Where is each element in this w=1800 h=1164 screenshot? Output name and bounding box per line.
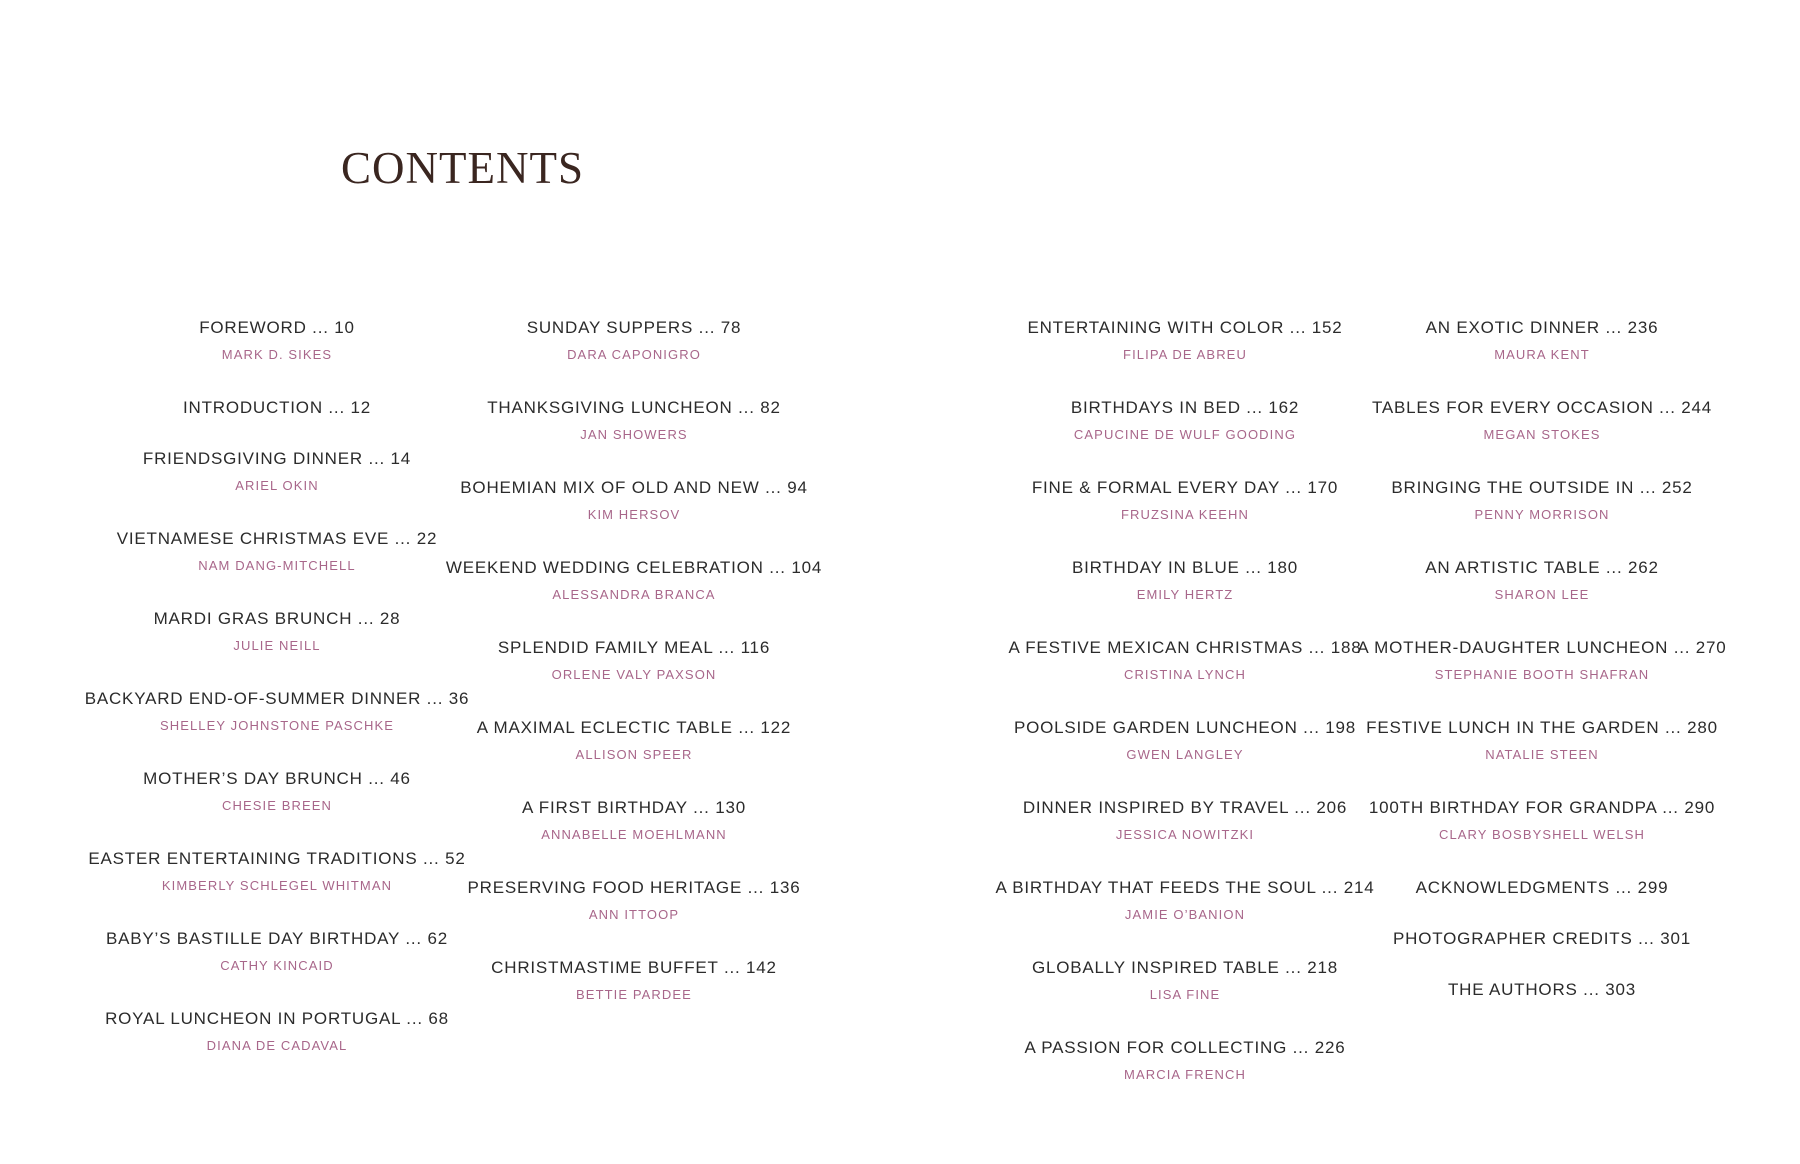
entry-author: SHARON LEE — [1494, 587, 1590, 602]
toc-entry — [1332, 718, 1752, 763]
entry-title: ACKNOWLEDGMENTS ... 299 — [1415, 878, 1669, 897]
entry-author: NAM DANG-MITCHELL — [198, 558, 356, 573]
toc-entry — [1332, 798, 1752, 843]
entry-author: MARCIA FRENCH — [1124, 1067, 1246, 1082]
entry-author: ALESSANDRA BRANCA — [552, 587, 716, 602]
entry-author: JAMIE O’BANION — [1124, 907, 1246, 922]
entry-title: 100TH BIRTHDAY FOR GRANDPA ... 290 — [1368, 798, 1716, 817]
entry-author: ORLENE VALY PAXSON — [551, 667, 717, 682]
entry-title: VIETNAMESE CHRISTMAS EVE ... 22 — [116, 529, 438, 548]
entry-title: THANKSGIVING LUNCHEON ... 82 — [487, 398, 781, 417]
entry-author: EMILY HERTZ — [1136, 587, 1234, 602]
entry-title: ROYAL LUNCHEON IN PORTUGAL ... 68 — [105, 1009, 449, 1028]
toc-entry — [424, 558, 844, 603]
entry-title: FRIENDSGIVING DINNER ... 14 — [142, 449, 412, 468]
entry-author: LISA FINE — [1149, 987, 1221, 1002]
toc-entry — [424, 398, 844, 443]
entry-title: EASTER ENTERTAINING TRADITIONS ... 52 — [88, 849, 466, 868]
entry-author: CATHY KINCAID — [220, 958, 334, 973]
entry-title: TABLES FOR EVERY OCCASION ... 244 — [1371, 398, 1713, 417]
entry-title: CHRISTMASTIME BUFFET ... 142 — [491, 958, 777, 977]
entry-author: CRISTINA LYNCH — [1123, 667, 1247, 682]
entry-title: SPLENDID FAMILY MEAL ... 116 — [497, 638, 771, 657]
entry-title: THE AUTHORS ... 303 — [1447, 980, 1637, 999]
entry-author: ANNABELLE MOEHLMANN — [541, 827, 727, 842]
entry-author: JULIE NEILL — [233, 638, 321, 653]
entry-author: CAPUCINE DE WULF GOODING — [1073, 427, 1297, 442]
entry-author: JESSICA NOWITZKI — [1115, 827, 1255, 842]
toc-entry — [1332, 638, 1752, 683]
entry-title: FINE & FORMAL EVERY DAY ... 170 — [1031, 478, 1339, 497]
entry-title: PHOTOGRAPHER CREDITS ... 301 — [1393, 929, 1691, 948]
entry-title: BIRTHDAY IN BLUE ... 180 — [1071, 558, 1299, 577]
entry-title: SUNDAY SUPPERS ... 78 — [526, 318, 742, 337]
toc-entry — [424, 958, 844, 1003]
toc-entry — [67, 1009, 487, 1054]
toc-entry — [424, 798, 844, 843]
entry-title: AN EXOTIC DINNER ... 236 — [1425, 318, 1659, 337]
entry-author: GWEN LANGLEY — [1126, 747, 1244, 762]
entry-title: BOHEMIAN MIX OF OLD AND NEW ... 94 — [460, 478, 808, 497]
toc-entry — [1332, 318, 1752, 363]
entry-author: DIANA DE CADAVAL — [206, 1038, 348, 1053]
entry-title: ENTERTAINING WITH COLOR ... 152 — [1027, 318, 1343, 337]
entry-author: MAURA KENT — [1494, 347, 1590, 362]
entry-title: POOLSIDE GARDEN LUNCHEON ... 198 — [1013, 718, 1357, 737]
toc-entry — [424, 478, 844, 523]
entry-title: BABY’S BASTILLE DAY BIRTHDAY ... 62 — [105, 929, 448, 948]
entry-author: ARIEL OKIN — [235, 478, 319, 493]
entry-title: PRESERVING FOOD HERITAGE ... 136 — [467, 878, 801, 897]
entry-title: FESTIVE LUNCH IN THE GARDEN ... 280 — [1366, 718, 1718, 737]
entry-title: A MAXIMAL ECLECTIC TABLE ... 122 — [476, 718, 792, 737]
entry-title: A BIRTHDAY THAT FEEDS THE SOUL ... 214 — [995, 878, 1375, 897]
entry-author: ALLISON SPEER — [575, 747, 693, 762]
entry-author: KIM HERSOV — [587, 507, 681, 522]
toc-entry — [1332, 398, 1752, 443]
entry-author: CLARY BOSBYSHELL WELSH — [1438, 827, 1646, 842]
entry-title: DINNER INSPIRED BY TRAVEL ... 206 — [1022, 798, 1348, 817]
toc-entry — [1332, 980, 1752, 1000]
entry-author: MEGAN STOKES — [1483, 427, 1601, 442]
entry-author: NATALIE STEEN — [1485, 747, 1599, 762]
entry-title: A PASSION FOR COLLECTING ... 226 — [1024, 1038, 1346, 1057]
entry-title: A FIRST BIRTHDAY ... 130 — [522, 798, 746, 817]
entry-title: GLOBALLY INSPIRED TABLE ... 218 — [1031, 958, 1339, 977]
entry-author: BETTIE PARDEE — [576, 987, 692, 1002]
toc-entry — [1332, 478, 1752, 523]
entry-author: STEPHANIE BOOTH SHAFRAN — [1434, 667, 1650, 682]
entry-author: SHELLEY JOHNSTONE PASCHKE — [159, 718, 395, 733]
entry-title: A FESTIVE MEXICAN CHRISTMAS ... 188 — [1008, 638, 1362, 657]
entry-title: BACKYARD END-OF-SUMMER DINNER ... 36 — [84, 689, 470, 708]
entry-title: BRINGING THE OUTSIDE IN ... 252 — [1391, 478, 1693, 497]
entry-title: AN ARTISTIC TABLE ... 262 — [1425, 558, 1659, 577]
toc-entry — [424, 878, 844, 923]
entry-title: A MOTHER-DAUGHTER LUNCHEON ... 270 — [1357, 638, 1727, 657]
toc-entry — [975, 1038, 1395, 1083]
toc-entry — [424, 318, 844, 363]
toc-entry — [1332, 558, 1752, 603]
entry-author: DARA CAPONIGRO — [567, 347, 701, 362]
entry-author: PENNY MORRISON — [1474, 507, 1610, 522]
toc-entry — [424, 638, 844, 683]
entry-title: WEEKEND WEDDING CELEBRATION ... 104 — [445, 558, 823, 577]
entry-author: FILIPA DE ABREU — [1123, 347, 1247, 362]
entry-title: BIRTHDAYS IN BED ... 162 — [1070, 398, 1300, 417]
entry-author: MARK D. SIKES — [221, 347, 333, 362]
toc-entry — [1332, 929, 1752, 949]
entry-author: ANN ITTOOP — [588, 907, 680, 922]
entry-author: CHESIE BREEN — [221, 798, 332, 813]
page-title: CONTENTS — [341, 143, 584, 193]
entry-title: MOTHER’S DAY BRUNCH ... 46 — [143, 769, 411, 788]
entry-author: KIMBERLY SCHLEGEL WHITMAN — [161, 878, 393, 893]
toc-entry — [1332, 878, 1752, 898]
entry-author: FRUZSINA KEEHN — [1120, 507, 1250, 522]
entry-author: JAN SHOWERS — [580, 427, 688, 442]
entry-title: FOREWORD ... 10 — [199, 318, 355, 337]
toc-entry — [424, 718, 844, 763]
entry-title: INTRODUCTION ... 12 — [182, 398, 372, 417]
entry-title: MARDI GRAS BRUNCH ... 28 — [153, 609, 401, 628]
